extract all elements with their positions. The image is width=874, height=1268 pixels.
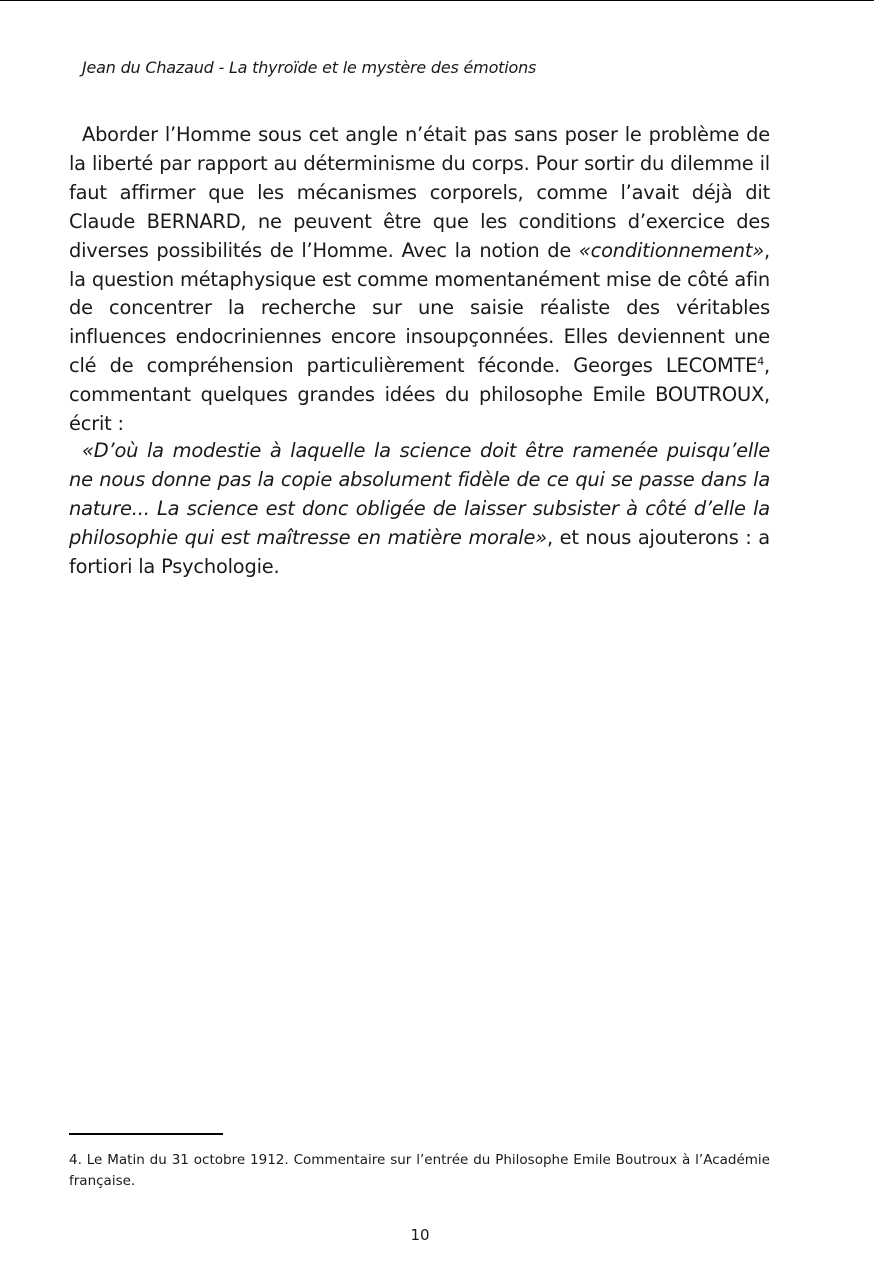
p2-text: , et nous ajouterons : a fortiori la Psychologie. (69, 525, 770, 578)
running-header: Jean du Chazaud - La thyroïde et le mystère des émotions (82, 58, 537, 77)
p1-text-2: , la question métaphysique est comme momentanément mise de côté afin de concentrer la recherche sur une saisie réaliste des véritables influences endocriniennes encore insoupçonnées. Elles deviennent une clé de compréhension particulièrement féconde. Georges LECOMTE (69, 238, 770, 378)
page-number: 10 (410, 1226, 430, 1244)
paragraph-2 (69, 437, 770, 582)
footnote: 4. Le Matin du 31 octobre 1912. Commentaire sur l’entrée du Philosophe Emile Boutroux à l’Académie française. (69, 1152, 770, 1189)
top-rule (0, 0, 874, 1)
p1-italic-term: «conditionnement» (578, 238, 765, 262)
quote: «D’où la modestie à laquelle la science doit être ramenée puisqu’elle ne nous donne pas la copie absolument fidèle de ce qui se passe dans la nature... La science est donc obligée de laisser subsister à côté d’elle la philosophie qui est maîtresse en matière morale» (69, 439, 770, 549)
paragraph-1 (69, 121, 770, 439)
p1-text-1: Aborder l’Homme sous cet angle n’était pas sans poser le problème de la liberté par rapport au déterminisme du corps. Pour sortir du dilemme il faut affirmer que les mécanismes corporels, comme l’avait déjà dit Claude BERNARD, ne peuvent être que les conditions d’exercice des diverses possibilités de l’Homme. Avec la notion de (69, 123, 770, 262)
footnote-ref[interactable]: 4 (757, 355, 765, 369)
p1-text-3: , commentant quelques grandes idées du philosophe Emile BOUTROUX, écrit : (69, 354, 770, 436)
footnote-rule (69, 1133, 223, 1135)
